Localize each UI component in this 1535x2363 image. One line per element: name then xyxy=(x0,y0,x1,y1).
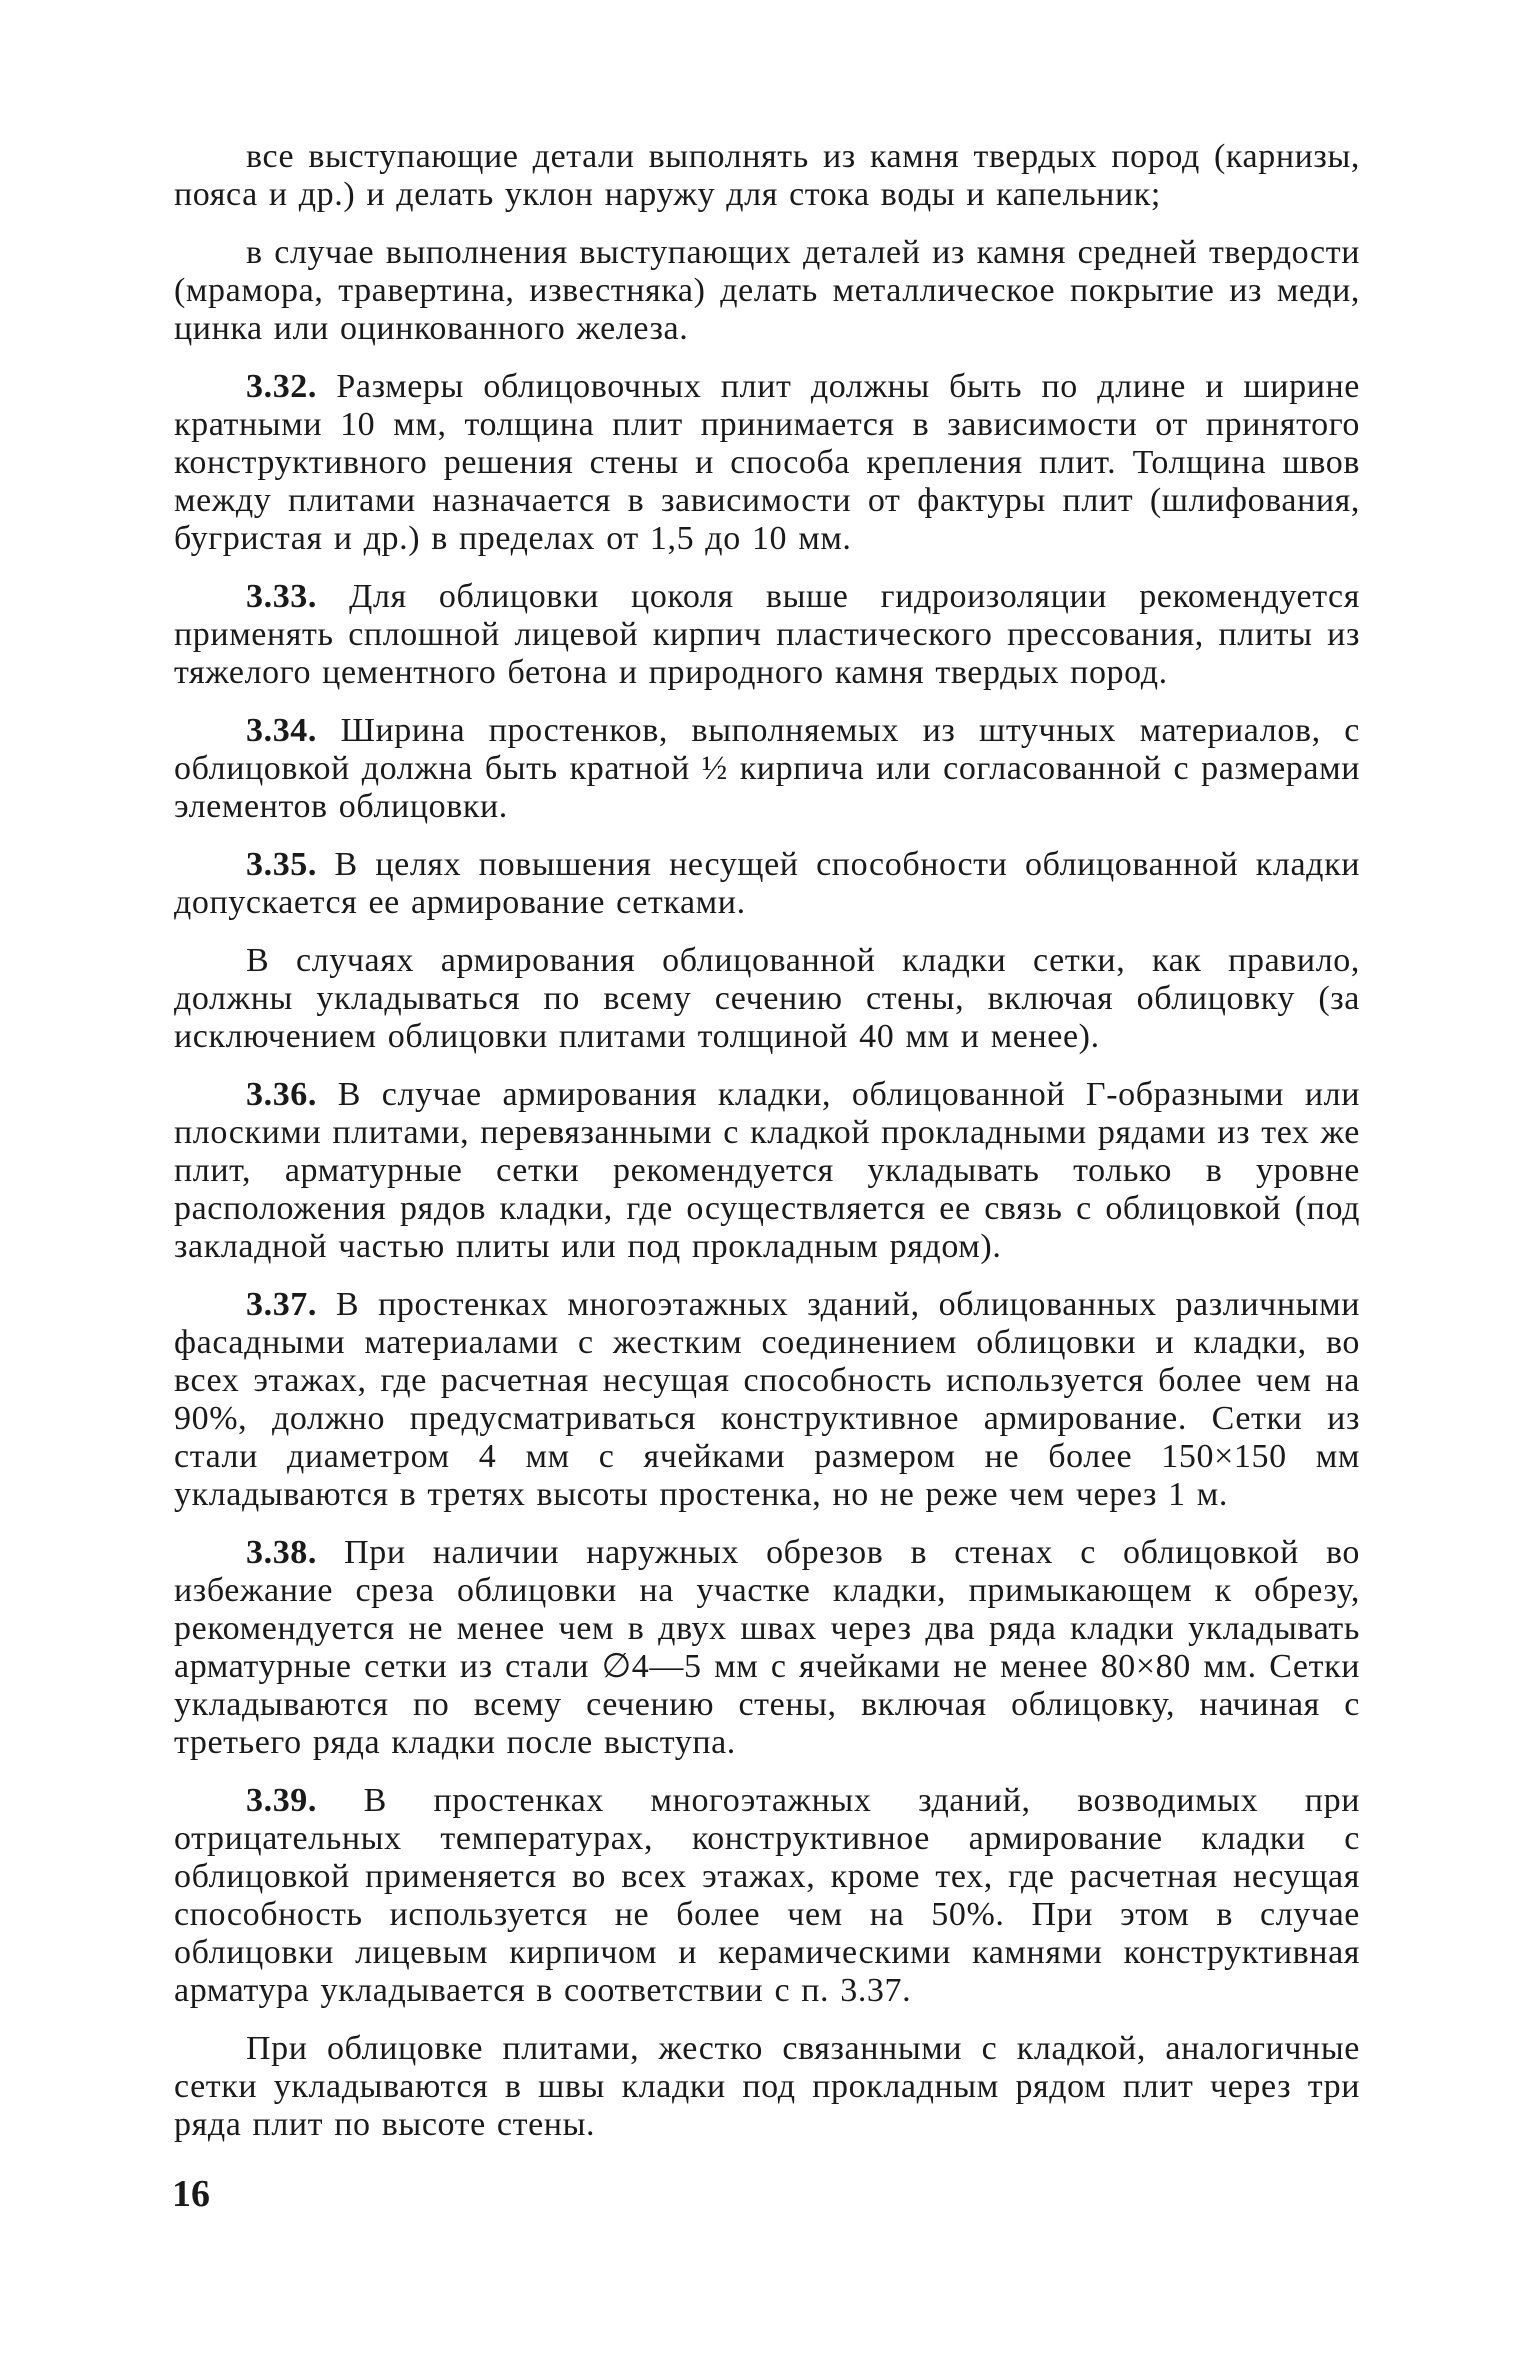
paragraph-text: В простенках многоэтажных зданий, возводимых при отрицательных температурах, конструктивное армирование кладки с облицовкой применяется во всех этажах, кроме тех, где расчетная несущая способность используется не более чем на 50%. При этом в случае облицовки лицевым кирпичом и керамическими камнями конструктивная арматура укладывается в соответствии с п. 3.37. xyxy=(174,1782,1360,2009)
paragraph-3-34 xyxy=(174,712,1360,826)
paragraph-stone-details xyxy=(174,138,1360,214)
paragraph-3-36 xyxy=(174,1076,1360,1266)
paragraph-3-33 xyxy=(174,578,1360,692)
page-number: 16 xyxy=(172,2173,210,2215)
clause-number: 3.39. xyxy=(246,1782,317,1819)
paragraph-text: все выступающие детали выполнять из камня твердых пород (карнизы, пояса и др.) и делать уклон наружу для стока воды и капельник; xyxy=(174,138,1360,213)
paragraph-reinforcement-cases xyxy=(174,942,1360,1056)
clause-number: 3.34. xyxy=(246,712,317,749)
paragraph-text: В случаях армирования облицованной кладки сетки, как правило, должны укладываться по всему сечению стены, включая облицовку (за исключением облицовки плитами толщиной 40 мм и менее). xyxy=(174,942,1360,1055)
paragraph-text: При наличии наружных обрезов в стенах с облицовкой во избежание среза облицовки на участке кладки, примыкающем к обрезу, рекомендуется не менее чем в двух швах через два ряда кладки укладывать арматурные сетки из стали ∅4—5 мм с ячейками не менее 80×80 мм. Сетки укладываются по всему сечению стены, включая облицовку, начиная с третьего ряда кладки после выступа. xyxy=(174,1534,1360,1761)
page-body xyxy=(174,138,1360,2164)
clause-number: 3.38. xyxy=(246,1534,317,1571)
clause-number: 3.35. xyxy=(246,846,317,883)
paragraph-text: Ширина простенков, выполняемых из штучных материалов, с облицовкой должна быть кратной ½ кирпича или согласованной с размерами элементов облицовки. xyxy=(174,712,1360,825)
paragraph-3-35 xyxy=(174,846,1360,922)
paragraph-text: Для облицовки цоколя выше гидроизоляции рекомендуется применять сплошной лицевой кирпич пластического прессования, плиты из тяжелого цементного бетона и природного камня твердых пород. xyxy=(174,578,1360,691)
paragraph-text: Размеры облицовочных плит должны быть по длине и ширине кратными 10 мм, толщина плит принимается в зависимости от принятого конструктивного решения стены и способа крепления плит. Толщина швов между плитами назначается в зависимости от фактуры плит (шлифования, бугристая и др.) в пределах от 1,5 до 10 мм. xyxy=(174,368,1360,557)
paragraph-3-38 xyxy=(174,1534,1360,1762)
clause-number: 3.37. xyxy=(246,1286,317,1323)
clause-number: 3.36. xyxy=(246,1076,317,1113)
paragraph-text: В случае армирования кладки, облицованной Г-образными или плоскими плитами, перевязанными с кладкой прокладными рядами из тех же плит, арматурные сетки рекомендуется укладывать только в уровне расположения рядов кладки, где осуществляется ее связь с облицовкой (под закладной частью плиты или под прокладным рядом). xyxy=(174,1076,1360,1265)
paragraph-3-32 xyxy=(174,368,1360,558)
paragraph-slab-facing xyxy=(174,2030,1360,2144)
paragraph-text: В простенках многоэтажных зданий, облицованных различными фасадными материалами с жестким соединением облицовки и кладки, во всех этажах, где расчетная несущая способность используется более чем на 90%, должно предусматриваться конструктивное армирование. Сетки из стали диаметром 4 мм с ячейками размером не более 150×150 мм укладываются в третях высоты простенка, но не реже чем через 1 м. xyxy=(174,1286,1360,1513)
paragraph-text: При облицовке плитами, жестко связанными с кладкой, аналогичные сетки укладываются в швы кладки под прокладным рядом плит через три ряда плит по высоте стены. xyxy=(174,2030,1360,2143)
paragraph-text: В целях повышения несущей способности облицованной кладки допускается ее армирование сетками. xyxy=(174,846,1360,921)
paragraph-3-39 xyxy=(174,1782,1360,2010)
paragraph-medium-stone xyxy=(174,234,1360,348)
clause-number: 3.33. xyxy=(246,578,317,615)
paragraph-3-37 xyxy=(174,1286,1360,1514)
clause-number: 3.32. xyxy=(246,368,317,405)
paragraph-text: в случае выполнения выступающих деталей из камня средней твердости (мрамора, травертина, известняка) делать металлическое покрытие из меди, цинка или оцинкованного железа. xyxy=(174,234,1360,347)
